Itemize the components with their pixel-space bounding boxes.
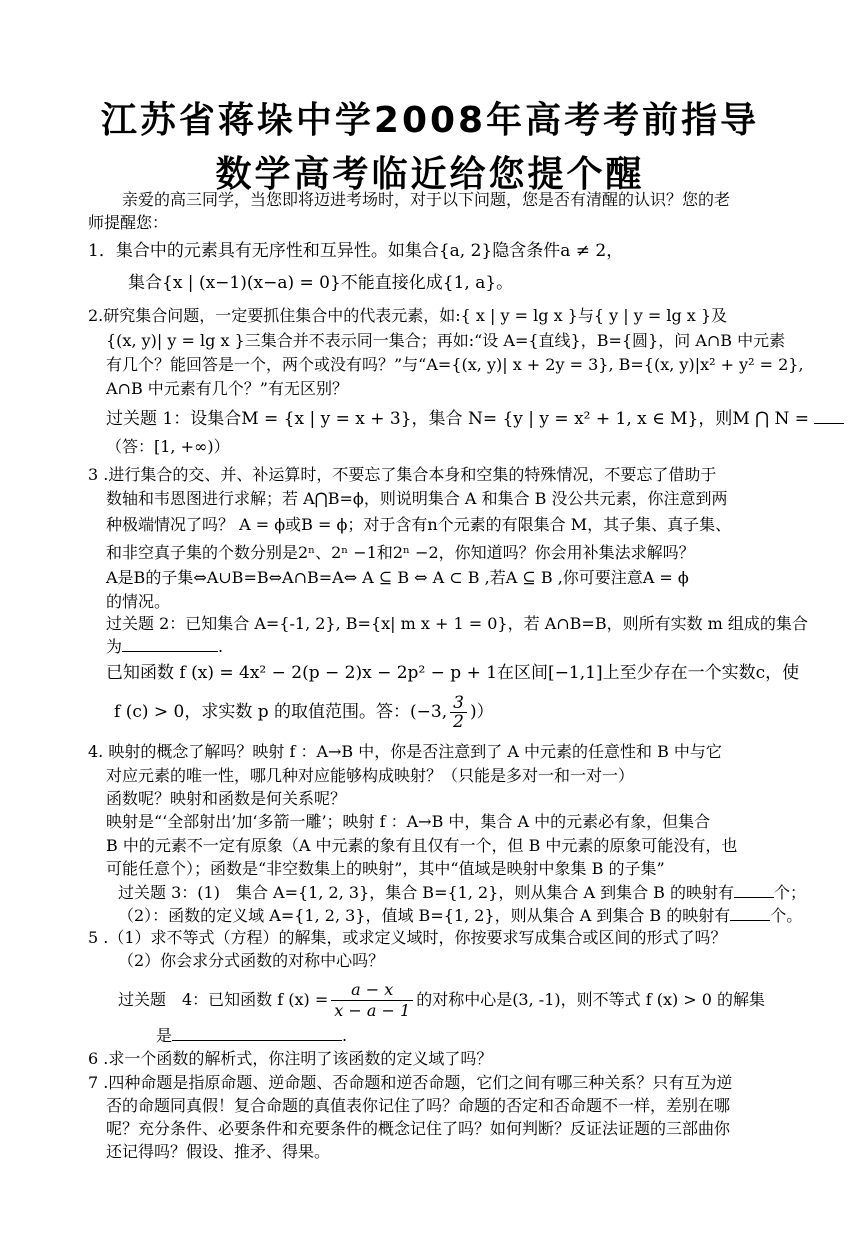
item1-line2: 集合{x | (x−1)(x−a) = 0}不能直接化成{1, a}。 bbox=[128, 273, 514, 293]
item7-line1: 7 .四种命题是指原命题、逆命题、否命题和逆否命题，它们之间有哪三种关系？只有互为逆 bbox=[88, 1073, 733, 1092]
exercise4-denominator: x − a − 1 bbox=[334, 1001, 411, 1020]
item6-line1: 6 .求一个函数的解析式，你注明了该函数的定义域了吗？ bbox=[88, 1049, 493, 1068]
item7-line2: 否的命题同真假！复合命题的真值表你记住了吗？命题的否定和否命题不一样，差别在哪 bbox=[106, 1096, 731, 1115]
exercise3-line1 bbox=[118, 881, 806, 904]
item5-line1: 5 .（1）求不等式（方程）的解集，或求定义域时，你按要求写成集合或区间的形式了吗？ bbox=[88, 928, 727, 947]
exercise3-part2-text: （2）：函数的定义域 A={1, 2, 3}，值域 B={1, 2}，则从集合 A 到集合 B 的映射有 bbox=[118, 906, 731, 925]
exercise3-line2 bbox=[118, 904, 802, 927]
exercise4-suffix: . bbox=[342, 1026, 348, 1045]
exercise4-line2 bbox=[156, 1024, 347, 1047]
item2-line1: 2.研究集合问题，一定要抓住集合中的代表元素，如:{ x | y = lg x }与{ y | y = lg x }及 bbox=[88, 306, 728, 325]
item3-line1: 3 .进行集合的交、并、补运算时，不要忘了集合本身和空集的特殊情况，不要忘了借助于 bbox=[88, 465, 717, 484]
exercise1-answer: （答：[1, +∞)） bbox=[106, 437, 230, 456]
exercise3-part1-suffix: 个； bbox=[774, 883, 807, 902]
exercise3-part1-text: 过关题 3：(1) 集合 A={1, 2, 3}，集合 B={1, 2}，则从集合 A 到集合 B 的映射有 bbox=[118, 883, 735, 902]
exercise2-prefix: 为 bbox=[106, 637, 123, 656]
exercise4-text: 过关题 4：已知函数 f (x) = bbox=[118, 990, 329, 1009]
item3-line6: 的情况。 bbox=[106, 592, 171, 611]
item4-line6: 可能任意个）；函数是“非空数集上的映射”，其中“值域是映射中象集 B 的子集” bbox=[106, 859, 665, 878]
exercise4-answer-blank[interactable] bbox=[172, 1024, 342, 1041]
item2-line2: {(x, y)| y = lg x }三集合并不表示同一集合；再如:“设 A={直线}，B={圆}，问 A∩B 中元素 bbox=[106, 331, 786, 350]
item1-line1: 1．集合中的元素具有无序性和互异性。如集合{a, 2}隐含条件a ≠ 2， bbox=[88, 241, 624, 261]
item2-line4: A∩B 中元素有几个？”有无区别？ bbox=[106, 379, 348, 398]
fraction-numerator: 3 bbox=[450, 694, 467, 713]
exercise3-part1-blank[interactable] bbox=[734, 881, 774, 898]
function-problem-text: f (c) > 0，求实数 p 的取值范围。答：(−3, bbox=[114, 702, 448, 722]
exercise3-part2-suffix: 个。 bbox=[770, 906, 803, 925]
item3-line3: 种极端情况了吗？ A = ϕ或B = ϕ；对于含有n个元素的有限集合 M，其子集、真子集、 bbox=[106, 515, 732, 534]
item4-line3: 函数呢？映射和函数是何关系呢？ bbox=[106, 789, 347, 808]
exercise4-numerator: a − x bbox=[331, 980, 413, 1001]
intro-line-1: 亲爱的高三同学，当您即将迈进考场时，对于以下问题，您是否有清醒的认识？您的老 bbox=[122, 190, 731, 209]
function-problem-line1: 已知函数 f (x) = 4x² − 2(p − 2)x − 2p² − p + 1在区间[−1,1]上至少存在一个实数c，使 bbox=[106, 663, 800, 683]
fraction-denominator: 2 bbox=[453, 712, 464, 732]
exercise2-line1: 过关题 2：已知集合 A={-1, 2}, B={x| m x + 1 = 0}，若 A∩B=B，则所有实数 m 组成的集合 bbox=[106, 614, 808, 633]
exercise2-answer-blank[interactable] bbox=[122, 635, 218, 652]
exercise4-prefix: 是 bbox=[156, 1026, 173, 1045]
exercise4-text-rest: 的对称中心是(3, -1)，则不等式 f (x) > 0 的解集 bbox=[416, 990, 766, 1009]
exercise4-fraction bbox=[331, 980, 413, 1021]
item7-line3: 呢？充分条件、必要条件和充要条件的概念记住了吗？如何判断？反证法证题的三部曲你 bbox=[106, 1119, 731, 1138]
exercise2-suffix: . bbox=[218, 637, 224, 656]
item4-line5: B 中的元素不一定有原象（A 中元素的象有且仅有一个，但 B 中元素的原象可能没有，也 bbox=[106, 836, 738, 855]
title-line-1: 江苏省蒋垛中学2008年高考考前指导 bbox=[100, 100, 760, 141]
item3-line2: 数轴和韦恩图进行求解；若 A⋂B=ϕ，则说明集合 A 和集合 B 没公共元素，你注意到两 bbox=[106, 489, 728, 508]
exercise4-line1 bbox=[118, 977, 765, 1023]
item7-line4: 还记得吗？假设、推矛、得果。 bbox=[106, 1142, 331, 1161]
function-problem-line2 bbox=[114, 690, 494, 734]
exercise3-part2-blank[interactable] bbox=[730, 904, 770, 921]
item4-line4: 映射是“‘全部射出’加‘多箭一雕’；映射 f ：A→B 中，集合 A 中的元素必有象，但集合 bbox=[106, 812, 711, 831]
item4-line2: 对应元素的唯一性，哪几种对应能够构成映射？（只能是多对一和一对一） bbox=[106, 766, 635, 785]
item3-line4: 和非空真子集的个数分别是2ⁿ、2ⁿ −1和2ⁿ −2，你知道吗？你会用补集法求解吗？ bbox=[106, 543, 695, 562]
item2-line3: 有几个？能回答是一个，两个或没有吗？”与“A={(x, y)| x + 2y = 3}, B={(x, y)|x² + y² = 2}, bbox=[106, 355, 804, 374]
title-line-2: 数学高考临近给您提个醒 bbox=[215, 154, 645, 195]
exercise1-answer-blank[interactable] bbox=[814, 407, 844, 424]
exercise1-line bbox=[106, 407, 844, 430]
item3-line5: A是B的子集⇔A∪B=B⇔A∩B=A⇔ A ⊆ B ⇔ A ⊂ B ,若A ⊆ B ,你可要注意A = ϕ bbox=[106, 568, 689, 587]
fraction-three-halves bbox=[450, 694, 467, 731]
exercise2-line2 bbox=[106, 635, 223, 658]
exercise1-text: 过关题 1：设集合M = {x | y = x + 3}，集合 N= {y | y = x² + 1, x ∈ M}，则M ⋂ N = bbox=[106, 409, 810, 429]
item4-line1: 4. 映射的概念了解吗？映射 f ：A→B 中，你是否注意到了 A 中元素的任意性和 B 中与它 bbox=[88, 742, 722, 761]
intro-line-2: 师提醒您： bbox=[88, 213, 169, 232]
function-problem-close: )） bbox=[469, 702, 494, 722]
item5-line2: （2）你会求分式函数的对称中心吗？ bbox=[118, 951, 385, 970]
